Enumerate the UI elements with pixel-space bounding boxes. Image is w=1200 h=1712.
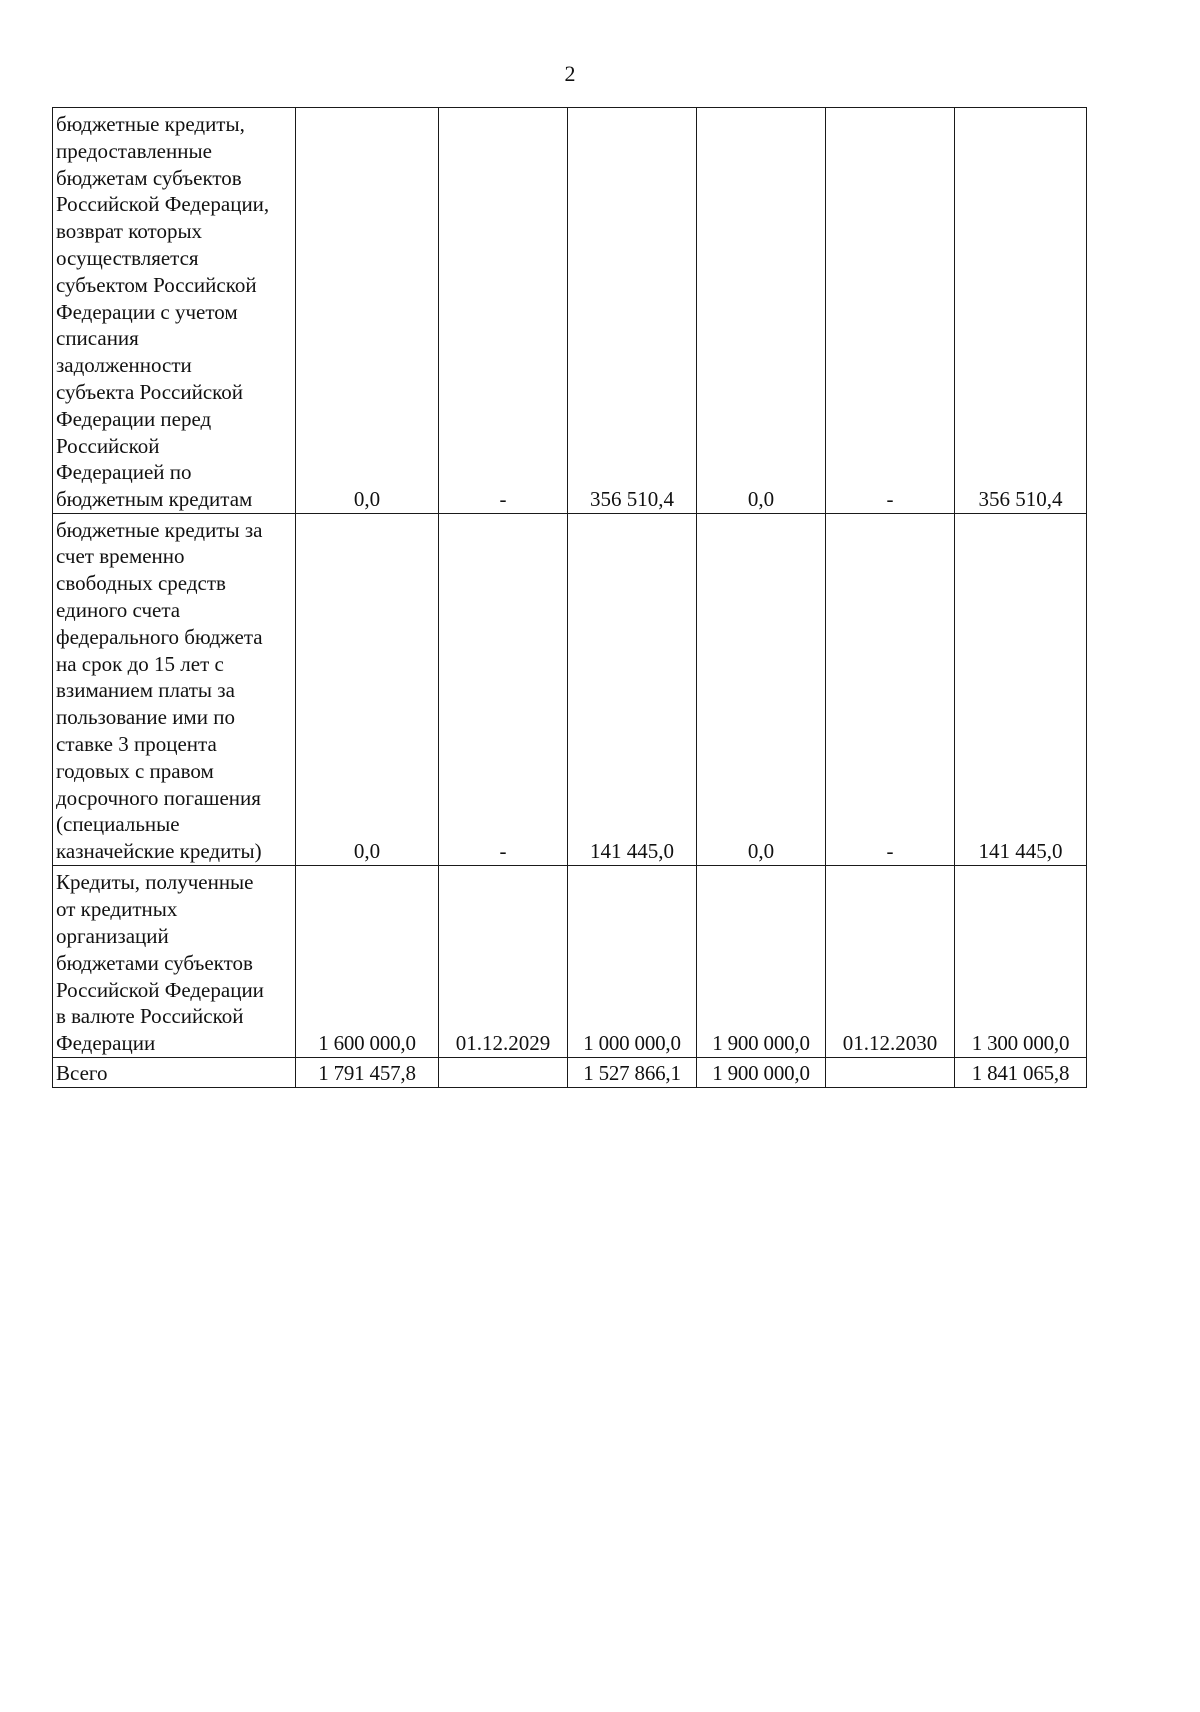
table-cell: 0,0: [697, 108, 826, 514]
description-line: бюджетные кредиты,: [56, 112, 245, 137]
description-line: федерального бюджета: [56, 624, 263, 649]
total-cell: 1 527 866,1: [568, 1058, 697, 1088]
borrowings-table: [52, 107, 1087, 1088]
row-description: [53, 866, 296, 1058]
description-line: субъекта Российской: [56, 380, 244, 405]
description-line: Федерации перед: [56, 406, 212, 431]
description-line: Федерации: [56, 1031, 156, 1056]
row-description: [53, 514, 296, 866]
description-line: в валюте Российской: [56, 1004, 244, 1029]
description-line: на срок до 15 лет с: [56, 651, 224, 676]
table-cell: 01.12.2030: [826, 866, 955, 1058]
description-line: задолженности: [56, 353, 192, 378]
row-description: [53, 108, 296, 514]
description-line: бюджетами субъектов: [56, 950, 253, 975]
total-cell: 1 900 000,0: [697, 1058, 826, 1088]
table-cell: 141 445,0: [955, 514, 1087, 866]
description-line: ставке 3 процента: [56, 732, 217, 757]
description-line: субъектом Российской: [56, 272, 257, 297]
page-number: 2: [564, 61, 576, 86]
description-line: Федерацией по: [56, 460, 192, 485]
table-cell: -: [826, 108, 955, 514]
description-line: бюджетные кредиты за: [56, 517, 263, 542]
total-cell: [439, 1058, 568, 1088]
description-line: Российской Федерации: [56, 977, 264, 1002]
table-cell: 356 510,4: [568, 108, 697, 514]
table-cell: -: [439, 108, 568, 514]
description-line: Российской: [56, 433, 160, 458]
table-cell: 0,0: [296, 108, 439, 514]
total-label: Всего: [56, 1061, 108, 1086]
total-cell: [826, 1058, 955, 1088]
description-line: организаций: [56, 924, 169, 949]
description-line: бюджетным кредитам: [56, 487, 253, 512]
description-line: казначейские кредиты): [56, 839, 262, 864]
table-cell: 356 510,4: [955, 108, 1087, 514]
description-line: единого счета: [56, 598, 181, 623]
description-line: от кредитных: [56, 897, 178, 922]
table-cell: 1 600 000,0: [296, 866, 439, 1058]
row-description: [53, 1058, 296, 1088]
table-cell: 1 300 000,0: [955, 866, 1087, 1058]
table-cell: 0,0: [296, 514, 439, 866]
table-row: [53, 866, 1087, 1058]
description-line: свободных средств: [56, 571, 226, 596]
description-line: пользование ими по: [56, 705, 235, 730]
description-line: осуществляется: [56, 246, 199, 271]
description-line: предоставленные: [56, 138, 212, 163]
description-line: Федерации с учетом: [56, 299, 238, 324]
description-line: годовых с правом: [56, 758, 214, 783]
table-cell: 1 000 000,0: [568, 866, 697, 1058]
table-cell: -: [439, 514, 568, 866]
description-line: (специальные: [56, 812, 180, 837]
description-line: взиманием платы за: [56, 678, 235, 703]
total-row: [53, 1058, 1087, 1088]
description-line: Кредиты, полученные: [56, 870, 254, 895]
description-line: списания: [56, 326, 139, 351]
table-row: [53, 108, 1087, 514]
table-cell: 01.12.2029: [439, 866, 568, 1058]
description-line: возврат которых: [56, 219, 203, 244]
table-cell: -: [826, 514, 955, 866]
total-cell: 1 841 065,8: [955, 1058, 1087, 1088]
description-line: счет временно: [56, 544, 185, 569]
total-cell: 1 791 457,8: [296, 1058, 439, 1088]
description-line: Российской Федерации,: [56, 192, 270, 217]
table-row: [53, 514, 1087, 866]
table-cell: 1 900 000,0: [697, 866, 826, 1058]
table-cell: 141 445,0: [568, 514, 697, 866]
table-cell: 0,0: [697, 514, 826, 866]
description-line: досрочного погашения: [56, 785, 261, 810]
description-line: бюджетам субъектов: [56, 165, 242, 190]
